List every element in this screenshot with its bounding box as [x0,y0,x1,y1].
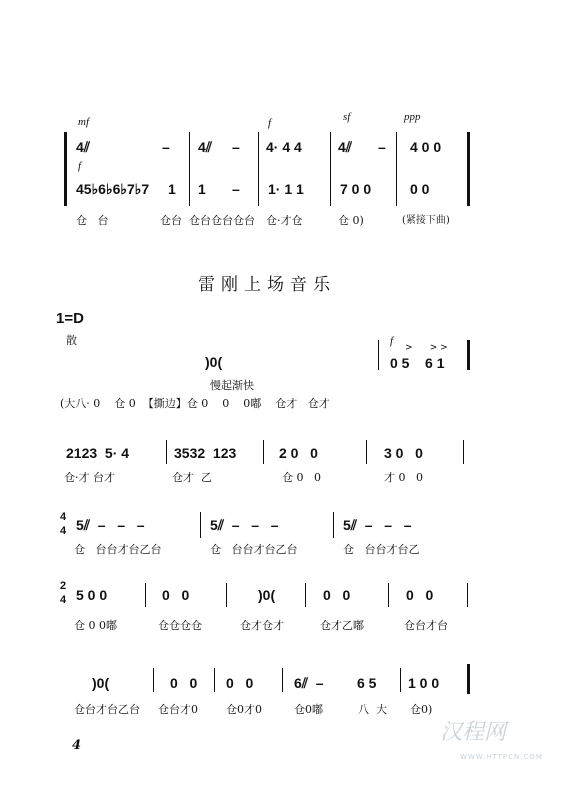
percussion-text: 仓 台台才台乙台 [210,543,298,556]
notes: 1 0 0 [408,675,440,691]
note: 4 0 0 [410,139,442,155]
free-rhythm-mark: )0( [258,587,276,603]
system-bracket [64,132,67,206]
notes: 5⫽ – – – [210,517,279,533]
note: 0 0 [410,181,430,197]
notes: 5⫽ – – – [343,517,412,533]
barline [463,440,464,464]
notes: 2123 5· 4 [66,445,130,461]
barline [200,512,201,538]
barline [258,132,259,206]
percussion-text: 仓仓仓仓 [158,619,202,632]
barline [388,583,389,607]
note: 4⫽ [76,139,91,155]
notes: 2 0 0 [279,445,318,461]
barline [305,583,306,607]
barline [226,583,227,607]
notes: 3532 123 [174,445,237,461]
instruction: 慢起渐快 [210,379,254,392]
percussion-text: 仓才 乙 [172,471,212,484]
percussion-text: 仓台才0 [158,703,198,716]
final-barline [467,664,470,694]
barline [396,132,397,206]
percussion-text: 仓·才 台才 [64,471,115,484]
dynamic-f: f [390,335,394,347]
dynamic-sf: sf [343,111,351,123]
dynamic-f-lower: f [78,160,82,172]
percussion-text: 仓0才0 [226,703,262,716]
barline [366,440,367,464]
notes: 6 5 [357,675,377,691]
note: 4⫽ [198,139,213,155]
dynamic-mf: mf [78,116,89,128]
notes: 0 0 [162,587,190,603]
percussion-text: 仓台才台 [404,619,448,632]
note: 45♭6♭6♭7♭7 [76,181,150,197]
final-barline [467,132,470,206]
percussion-text: 才 0 0 [384,471,423,484]
notes: 0 0 [170,675,198,691]
barline [333,512,334,538]
note: 4· 4 4 [266,139,302,155]
note: 1 [168,181,176,197]
time-signature-bottom: 4 [60,594,67,606]
percussion-text: 仓 台台才台乙 [343,543,420,556]
time-signature-top: 2 [60,580,67,592]
barline [330,132,331,206]
accent-marks: > > > [405,343,448,353]
notes: 0 5 6 1 [390,355,445,371]
watermark-url: WWW.HTTPCN.COM [460,753,543,761]
tempo-marking: 散 [66,334,77,347]
note-dash: – [232,181,240,197]
dynamic-ppp: ppp [404,111,421,123]
free-rhythm-mark: )0( [92,675,110,691]
notes: 0 0 [406,587,434,603]
barline [400,668,401,692]
percussion-text: (大八· 0 仓 0 【撕边】仓 0 0 0嘟 仓才 仓才 [60,397,330,410]
barline [214,668,215,692]
note-dash: – [232,139,240,155]
note: 1· 1 1 [268,181,304,197]
percussion-text: 仓才仓才 [240,619,284,632]
piece-title: 雷刚上场音乐 [198,275,336,295]
barline [145,583,146,607]
percussion-text: 仓才乙嘟 [320,619,364,632]
percussion-text: 仓台才台乙台 [74,703,140,716]
notes: 3 0 0 [384,445,423,461]
percussion-text: 仓 0 0嘟 [74,619,117,632]
note: 7 0 0 [340,181,372,197]
percussion-text: 仓 0) [338,214,364,227]
percussion-text: 仓 台台才台乙台 [74,543,162,556]
note-dash: – [378,139,386,155]
barline [263,440,264,464]
note-dash: – [162,139,170,155]
percussion-text: 仓 台 [76,214,109,227]
final-barline [467,583,468,607]
notes: 0 0 [323,587,351,603]
percussion-text: 仓0) [410,703,433,716]
percussion-text: 仓台 仓台仓台仓台 [160,214,255,227]
notes: 5⫽ – – – [76,517,145,533]
notes: 5 0 0 [76,587,108,603]
barline [189,132,190,206]
percussion-text: 仓0嘟 [294,703,323,716]
note: 1 [198,181,206,197]
percussion-text: 仓·才仓 [266,214,303,227]
free-rhythm-mark: )0( [205,354,223,370]
barline [282,668,283,692]
barline [166,440,167,464]
barline [378,340,379,370]
segue-note: (紧接下曲) [402,215,450,226]
time-signature-top: 4 [60,511,67,523]
dynamic-f: f [268,117,272,129]
notes: 6⫽ – [294,675,324,691]
percussion-text: 八 大 [358,703,387,716]
note: 4⫽ [338,139,353,155]
final-barline [467,340,470,370]
watermark-logo: 汉程网 [440,720,507,745]
time-signature-bottom: 4 [60,525,67,537]
barline [153,668,154,692]
notes: 0 0 [226,675,254,691]
page-number: 4 [72,738,82,753]
percussion-text: 仓 0 0 [282,471,321,484]
key-signature: 1=D [56,310,84,327]
